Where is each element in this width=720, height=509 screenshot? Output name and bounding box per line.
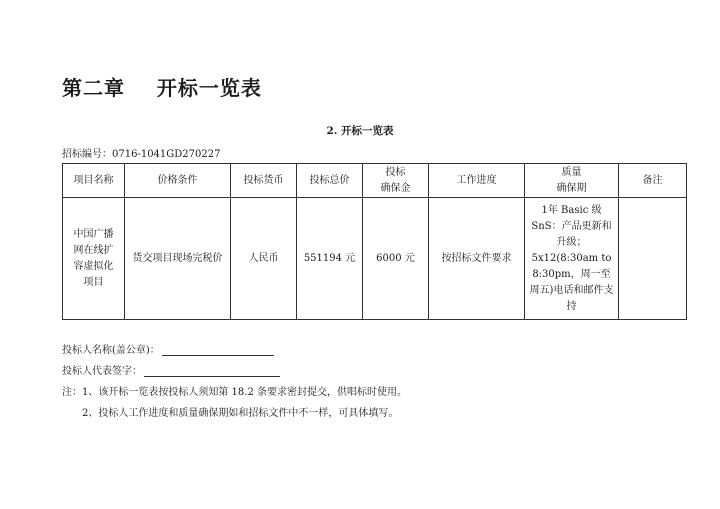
cell-deposit: 6000 元 — [363, 198, 429, 320]
cell-project-name-text: 中国广播网在线扩容虚拟化项目 — [73, 228, 114, 288]
header-warranty-line2: 确保期 — [556, 182, 587, 194]
bidder-rep-label: 投标人代表签字： — [62, 366, 142, 377]
header-total-price: 投标总价 — [297, 164, 363, 198]
cell-warranty-text: 1年 Basic 级 SnS：产品更新和升级；5x12(8:30am to 8:30pm，周一至周五)电话和邮件支持 — [529, 204, 614, 312]
bidder-name-field[interactable] — [162, 345, 274, 356]
header-deposit-line1: 投标 — [385, 166, 406, 178]
header-warranty — [525, 164, 619, 198]
cell-total-price: 551194 元 — [297, 198, 363, 320]
section-title: 2. 开标一览表 — [326, 125, 394, 137]
table-row — [63, 198, 687, 320]
header-deposit — [363, 164, 429, 198]
bid-summary-table — [62, 163, 687, 320]
header-warranty-line1: 质量 — [561, 166, 582, 178]
cell-progress: 按招标文件要求 — [429, 198, 525, 320]
header-deposit-line2: 确保金 — [380, 182, 411, 194]
bidder-rep-line — [62, 362, 280, 377]
header-price-terms: 价格条件 — [125, 164, 231, 198]
cell-warranty — [525, 198, 619, 320]
bidder-name-label: 投标人名称(盖公章)： — [62, 345, 160, 356]
cell-currency: 人民币 — [231, 198, 297, 320]
bid-number: 招标编号：0716-1041GD270227 — [62, 149, 221, 160]
cell-price-terms: 货交项目现场完税价 — [125, 198, 231, 320]
header-project-name: 项目名称 — [63, 164, 125, 198]
cell-project-name — [63, 198, 125, 320]
bidder-rep-field[interactable] — [144, 366, 280, 377]
header-remarks: 备注 — [619, 164, 687, 198]
chapter-title: 第二章 开标一览表 — [62, 76, 262, 100]
note-1: 注：1、该开标一览表按投标人须知第 18.2 条要求密封提交，供唱标时使用。 — [62, 387, 407, 398]
table-header-row — [63, 164, 687, 198]
note-2: 2、投标人工作进度和质量确保期如和招标文件中不一样，可具体填写。 — [82, 408, 399, 419]
bidder-name-line — [62, 341, 274, 356]
header-currency: 投标货币 — [231, 164, 297, 198]
cell-remarks — [619, 198, 687, 320]
header-progress: 工作进度 — [429, 164, 525, 198]
